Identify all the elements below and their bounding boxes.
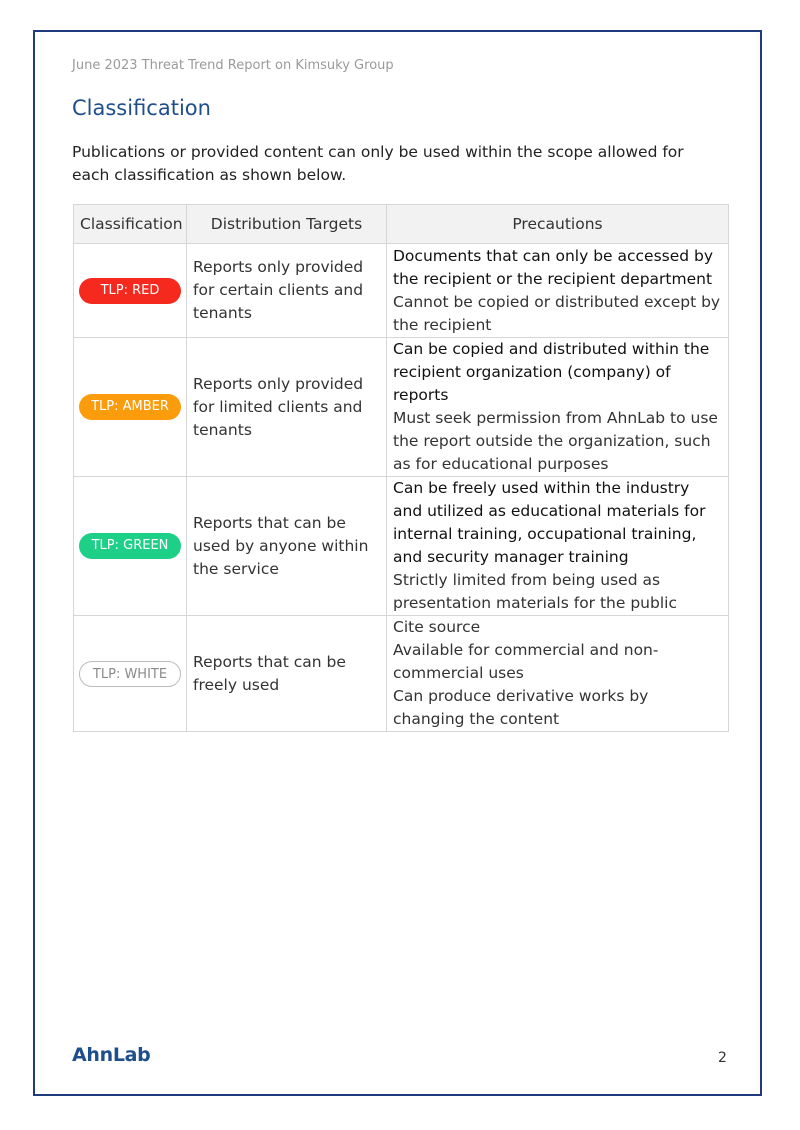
precaution-primary: Can be copied and distributed within the recipient organization (company) of reports [393, 340, 710, 404]
classification-cell [74, 477, 187, 616]
distribution-target-cell: Reports that can be used by anyone within the service [187, 477, 387, 616]
precautions-cell [387, 244, 729, 338]
tlp-white-badge: TLP: WHITE [79, 661, 181, 687]
classification-table [73, 204, 729, 732]
running-header: June 2023 Threat Trend Report on Kimsuky Group [72, 58, 394, 73]
classification-cell [74, 338, 187, 477]
tlp-green-badge: TLP: GREEN [79, 533, 181, 559]
precaution-line: Cite source [393, 618, 481, 636]
precaution-secondary: Strictly limited from being used as presentation materials for the public [393, 571, 677, 612]
precautions-cell [387, 616, 729, 732]
header-classification: Classification [74, 205, 187, 244]
section-intro: Publications or provided content can only be used within the scope allowed for each classification as shown below. [72, 143, 684, 184]
tlp-amber-badge: TLP: AMBER [79, 394, 181, 420]
precaution-primary: Can be freely used within the industry and utilized as educational materials for internal training, occupational training, and security manager training [393, 479, 706, 566]
section-title: Classification [72, 96, 211, 120]
precautions-cell [387, 338, 729, 477]
precaution-secondary: Must seek permission from AhnLab to use the report outside the organization, such as for educational purposes [393, 409, 718, 473]
distribution-target-cell: Reports only provided for certain clients and tenants [187, 244, 387, 338]
table-row-green [74, 477, 729, 616]
ahnlab-logo: AhnLab [72, 1044, 151, 1066]
precaution-secondary: Cannot be copied or distributed except by the recipient [393, 292, 721, 334]
table-row-white [74, 616, 729, 732]
table-row-red [74, 244, 729, 338]
classification-cell [74, 616, 187, 732]
precaution-primary: Documents that can only be accessed by the recipient or the recipient department [393, 246, 714, 288]
precautions-cell [387, 477, 729, 616]
precaution-line: Can produce derivative works by changing the content [393, 687, 649, 728]
distribution-target-cell: Reports only provided for limited clients and tenants [187, 338, 387, 477]
page-number: 2 [718, 1050, 727, 1066]
classification-cell [74, 244, 187, 338]
header-distribution-targets: Distribution Targets [187, 205, 387, 244]
header-precautions: Precautions [387, 205, 729, 244]
distribution-target-cell: Reports that can be freely used [187, 616, 387, 732]
table-header-row [74, 205, 729, 244]
tlp-red-badge: TLP: RED [79, 278, 181, 304]
table-row-amber [74, 338, 729, 477]
precaution-line: Available for commercial and non-commercial uses [393, 641, 659, 682]
